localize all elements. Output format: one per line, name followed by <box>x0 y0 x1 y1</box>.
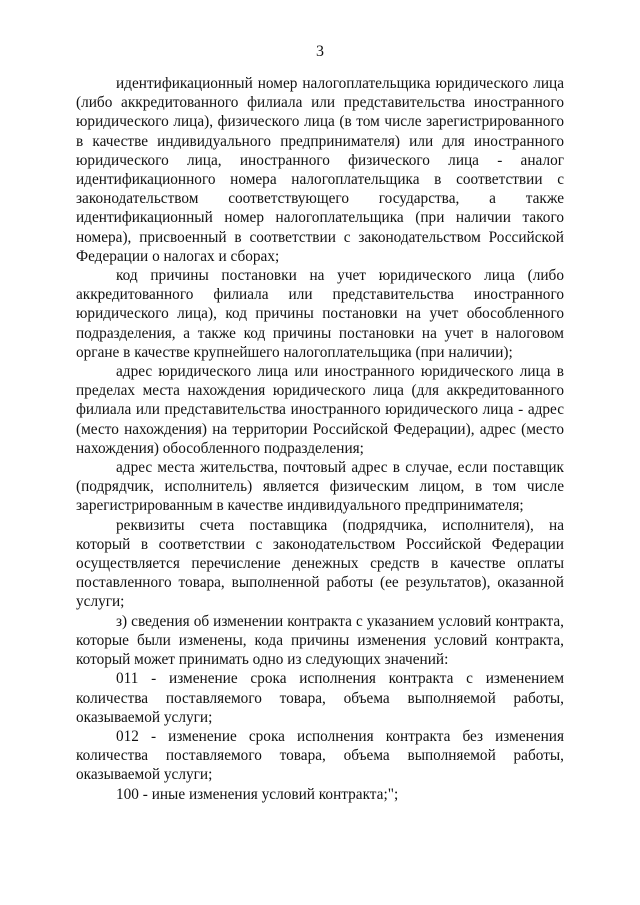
paragraph-contract-changes: з) сведения об изменении контракта с указанием условий контракта, которые были изменены, кода причины изменения условий контракта, который может принимать одно из следующих значений: <box>76 612 564 669</box>
page-number: 3 <box>316 43 324 60</box>
paragraph-residence-address: адрес места жительства, почтовый адрес в случае, если поставщик (подрядчик, исполнитель) является физическим лицом, в том числе зарегистрированным в качестве индивидуального предпринимателя; <box>76 459 564 515</box>
document-body <box>76 74 564 804</box>
paragraph-inn: идентификационный номер налогоплательщика юридического лица (либо аккредитованного филиала или представительства иностранного юридического лица), физического лица (в том числе зарегистрированного в качестве индивидуального предпринимателя) или для иностранного юридического лица, иностранного физического лица - аналог идентификационного номера налогоплательщика в соответствии с законодательством соответствующего государства, а также идентификационный номер налогоплательщика (при наличии такого номера), присвоенный в соответствии с законодательством Российской Федерации о налогах и сборах; <box>76 75 564 265</box>
paragraph-code-011: 011 - изменение срока исполнения контракта с изменением количества поставляемого товара, объема выполняемой работы, оказываемой услуги; <box>76 670 564 726</box>
paragraph-code-100: 100 - иные изменения условий контракта;"; <box>116 785 399 803</box>
paragraph-code-012: 012 - изменение срока исполнения контракта без изменения количества поставляемого товара, объема выполняемой работы, оказываемой услуги; <box>76 727 564 784</box>
paragraph-bank-details: реквизиты счета поставщика (подрядчика, исполнителя), на который в соответствии с законодательством Российской Федерации осуществляется перечисление денежных средств в качестве оплаты поставленного товара, выполненной работы (ее результатов), оказанной услуги; <box>76 516 564 611</box>
paragraph-kpp: код причины постановки на учет юридического лица (либо аккредитованного филиала или представительства иностранного юридического лица), код причины постановки на учет обособленного подразделения, а также код причины постановки на учет в налоговом органе в качестве крупнейшего налогоплательщика (при наличии); <box>76 267 564 361</box>
paragraph-legal-address: адрес юридического лица или иностранного юридического лица в пределах места нахождения юридического лица (для аккредитованного филиала или представительства иностранного юридического лица - адрес (место нахождения) на территории Российской Федерации), адрес (место нахождения) обособленного подразделения; <box>76 363 564 457</box>
